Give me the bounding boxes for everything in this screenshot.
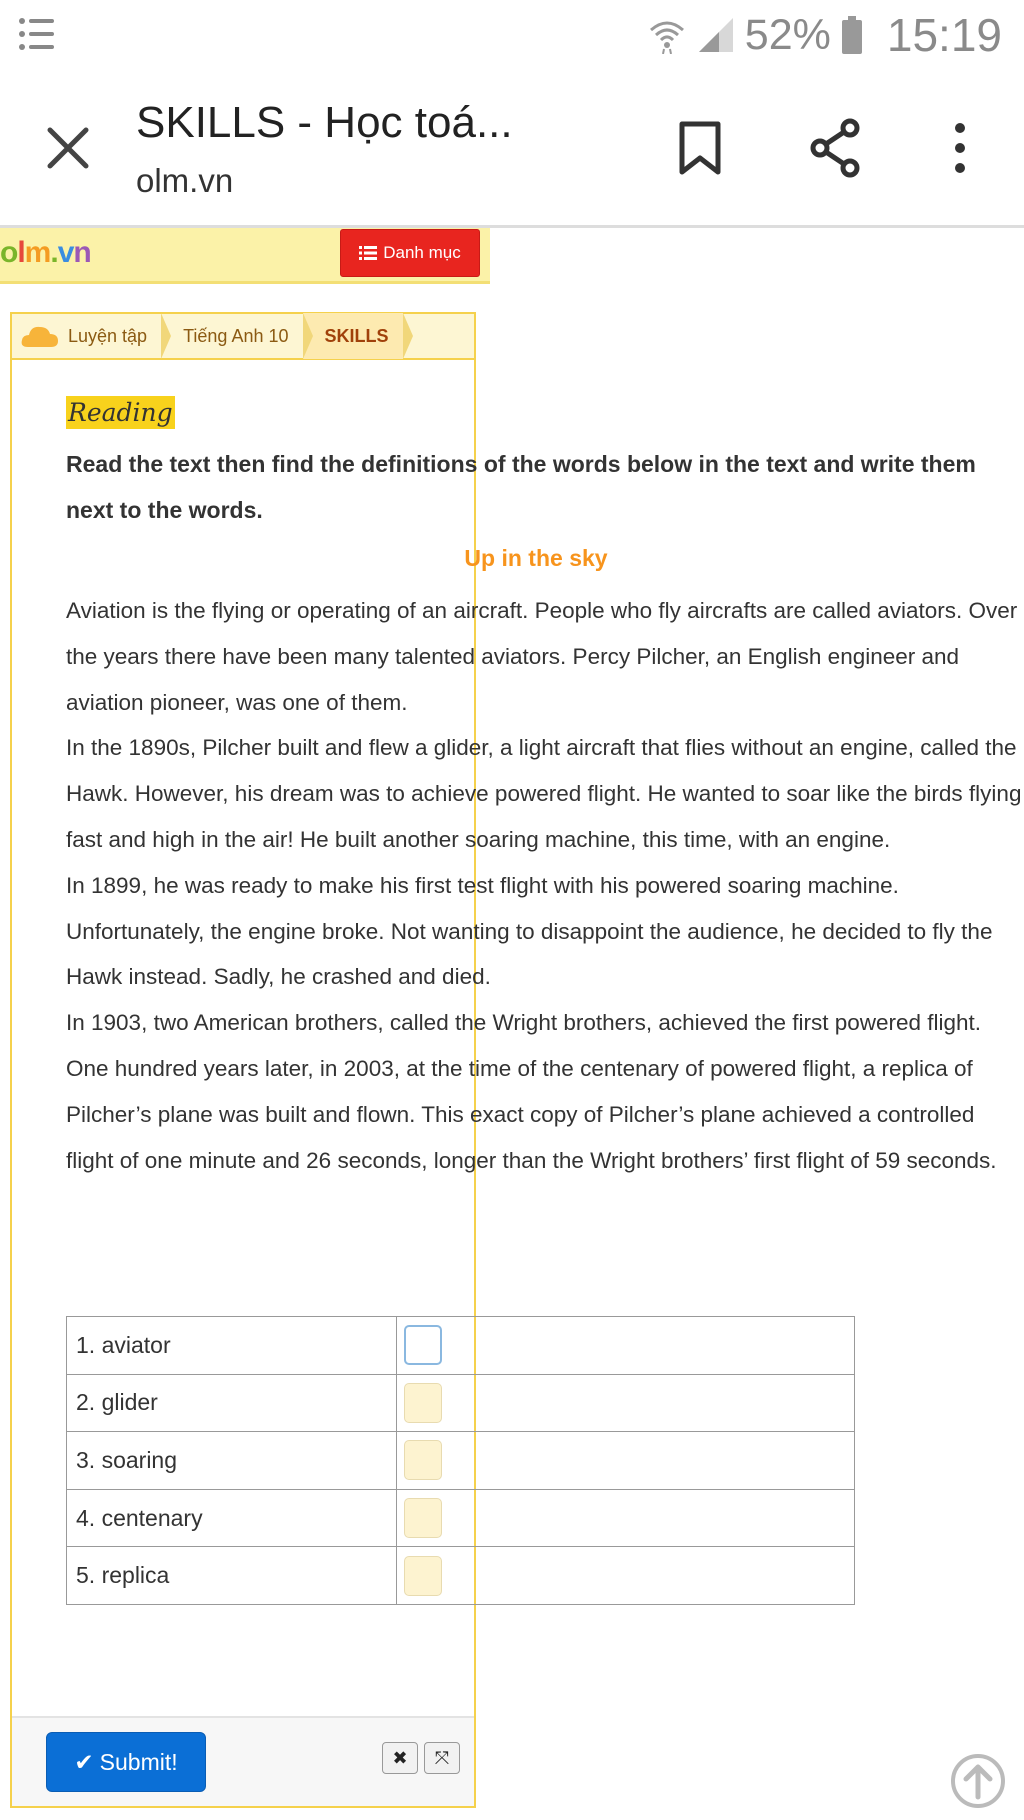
fullscreen-button[interactable]: ⤧ (424, 1742, 460, 1774)
bookmark-icon[interactable] (670, 116, 730, 180)
word-label: 1. aviator (67, 1317, 397, 1375)
instructions: Read the text then find the definitions of the words below in the text and write them next to the words. (66, 451, 976, 523)
reading-tag: Reading (68, 398, 173, 427)
status-bar (0, 0, 1024, 70)
passage-title: Up in the sky (464, 545, 608, 571)
site-logo[interactable]: olm.vn (0, 236, 91, 269)
table-row (67, 1317, 855, 1375)
vocabulary-table (66, 1316, 855, 1605)
battery-icon (841, 16, 863, 54)
scroll-to-top-icon[interactable] (950, 1753, 1006, 1809)
page-url: olm.vn (136, 162, 234, 199)
table-row (67, 1374, 855, 1432)
breadcrumb (12, 314, 474, 360)
word-label: 4. centenary (67, 1489, 397, 1547)
exercise-content (66, 396, 1022, 1183)
reading-passage (66, 588, 1024, 1183)
passage-paragraph: In 1903, two American brothers, called the Wright brothers, achieved the first powered flight. One hundred years later, in 2003, at the time of the centenary of powered flight, a replica of Pilcher’s plane was built and flown. This exact copy of Pilcher’s plane achieved a controlled flight of one minute and 26 seconds, longer than the Wright brothers’ first flight of 59 seconds. (66, 1010, 997, 1173)
battery-percent: 52% (744, 10, 831, 59)
table-row (67, 1489, 855, 1547)
list-icon (359, 245, 377, 261)
close-small-button[interactable]: ✖ (382, 1742, 418, 1774)
word-label: 2. glider (67, 1374, 397, 1432)
close-icon[interactable] (40, 120, 96, 176)
breadcrumb-item-english-10[interactable]: Tiếng Anh 10 (161, 313, 302, 359)
page-title-block (136, 98, 656, 200)
table-row (67, 1547, 855, 1605)
menu-button[interactable] (340, 229, 480, 277)
answer-input[interactable] (404, 1325, 442, 1365)
word-label: 5. replica (67, 1547, 397, 1605)
wifi-icon (647, 16, 687, 54)
answer-input[interactable] (404, 1498, 442, 1538)
panel-footer (12, 1716, 474, 1806)
cloud-icon (20, 323, 60, 349)
menu-button-label: Danh mục (383, 243, 461, 262)
notification-menu-icon (18, 16, 56, 52)
page-title: SKILLS - Học toá... (136, 98, 513, 147)
more-vert-icon[interactable] (930, 116, 990, 180)
table-row (67, 1432, 855, 1490)
answer-input[interactable] (404, 1383, 442, 1423)
clock: 15:19 (886, 9, 1002, 61)
submit-label: Submit! (99, 1748, 178, 1775)
submit-button[interactable] (46, 1732, 206, 1792)
share-icon[interactable] (806, 116, 866, 180)
site-header (0, 228, 490, 284)
check-icon: ✔ (74, 1748, 94, 1775)
browser-toolbar (0, 70, 1024, 228)
breadcrumb-item-skills[interactable]: SKILLS (303, 313, 403, 359)
word-label: 3. soaring (67, 1432, 397, 1490)
passage-paragraph: Aviation is the flying or operating of an aircraft. People who fly aircrafts are called aviators. Over the years there have been many talented aviators. Percy Pilcher, an English engineer and aviation pioneer, was one of them. (66, 598, 1018, 715)
answer-input[interactable] (404, 1440, 442, 1480)
breadcrumb-item-practice[interactable]: Luyện tập (12, 313, 161, 359)
signal-icon (697, 16, 735, 54)
answer-input[interactable] (404, 1556, 442, 1596)
passage-paragraph: In the 1890s, Pilcher built and flew a glider, a light aircraft that flies without an engine, called the Hawk. However, his dream was to achieve powered flight. He wanted to soar like the birds flying fast and high in the air! He built another soaring machine, this time, with an engine. (66, 735, 1022, 852)
passage-paragraph: In 1899, he was ready to make his first test flight with his powered soaring machine. Unfortunately, the engine broke. Not wanting to disappoint the audience, he decided to fly the Hawk instead. Sadly, he crashed and died. (66, 872, 993, 990)
